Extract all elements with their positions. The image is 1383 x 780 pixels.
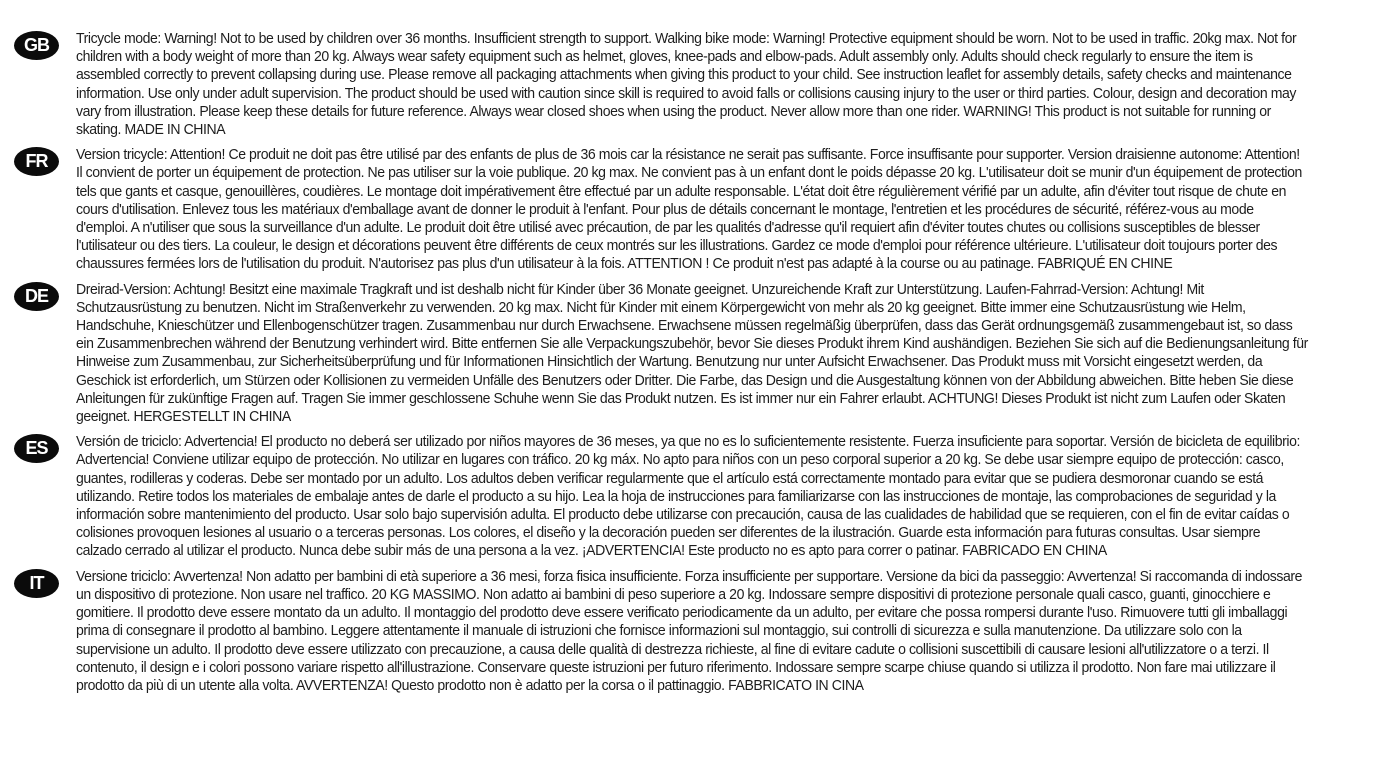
badge-column	[14, 433, 76, 463]
language-section-de	[14, 281, 1373, 427]
language-badge-it: IT	[14, 569, 59, 598]
language-section-gb	[14, 30, 1373, 139]
warning-text-de: Dreirad-Version: Achtung! Besitzt eine maximale Tragkraft und ist deshalb nicht für Kinder über 36 Monate geeignet. Unzureichende Kraft zur Unterstützung. Laufen-Fahrrad-Version: Achtung! Mit Schutzausrüstung zu benutzen. Nicht im Straßenverkehr zu verwenden. 20 kg max. Nicht für Kinder mit einem Körpergewicht von mehr als 20 kg geeignet. Bitte immer eine Schutzausrüstung wie Helm, Handschuhe, Knieschützer und Ellenbogenschützer tragen. Zusammenbau nur durch Erwachsene. Erwachsene müssen regelmäßig überprüfen, dass das Gerät ordnungsgemäß zusammengebaut ist, so dass ein Zusammenbrechen während der Benutzung verhindert wird. Bitte entfernen Sie alle Verpackungszubehör, bevor Sie dieses Produkt ihrem Kind aushändigen. Beziehen Sie sich auf die Bedienungsanleitung für Hinweise zum Zusammenbau, zur Sicherheitsüberprüfung und für Informationen Hinsichtlich der Wartung. Benutzung nur unter Aufsicht Erwachsener. Das Produkt muss mit Vorsicht eingesetzt werden, da Geschick ist erforderlich, um Stürzen oder Kollisionen zu vermeiden Unfälle des Benutzers oder Dritter. Die Farbe, das Design und die Ausgestaltung können von der Abbildung abweichen. Bitte heben Sie diese Anleitungen für zukünftige Fragen auf. Tragen Sie immer geschlossene Schuhe wenn Sie das Produkt nutzen. Es ist immer nur ein Fahrer erlaubt. ACHTUNG! Dieses Produkt ist nicht zum Laufen oder Skaten geeignet. HERGESTELLT IN CHINA	[76, 281, 1308, 426]
warning-text-fr: Version tricycle: Attention! Ce produit ne doit pas être utilisé par des enfants de plus de 36 mois car la résistance ne serait pas suffisante. Force insuffisante pour supporter. Version draisienne autonome: Attention! Il convient de porter un équipement de protection. Ne pas utiliser sur la voie publique. 20 kg max. Ne convient pas à un enfant dont le poids dépasse 20 kg. L'utilisateur doit se munir d'un équipement de protection tels que gants et casque, genouillères, coudières. Le montage doit impérativement être effectué par un adulte responsable. L'état doit être régulièrement vérifié par un adulte, afin d'éviter tout risque de chute en cours d'utilisation. Enlevez tous les matériaux d'emballage avant de donner le produit à l'enfant. Pour plus de détails concernant le montage, l'entretien et les procédures de sécurité, référez-vous au mode d'emploi. A n'utiliser que sous la surveillance d'un adulte. Le produit doit être utilisé avec précaution, de par les qualités d'adresse qu'il requiert afin d'éviter toutes chutes ou collisions susceptibles de blesser l'utilisateur ou des tiers. La couleur, le design et décorations peuvent être différents de ceux montrés sur les illustrations. Gardez ce mode d'emploi pour référence ultérieure. L'utilisateur doit toujours porter des chaussures fermées lors de l'utilisation du produit. N'autorisez pas plus d'un utilisateur à la fois. ATTENTION ! Ce produit n'est pas adapté à la course ou au patinage. FABRIQUÉ EN CHINE	[76, 147, 1302, 273]
language-badge-de: DE	[14, 282, 59, 311]
badge-column	[14, 146, 76, 176]
language-badge-gb: GB	[14, 31, 59, 60]
language-section-es	[14, 433, 1373, 560]
language-section-fr	[14, 146, 1373, 273]
warning-text-es: Versión de triciclo: Advertencia! El producto no deberá ser utilizado por niños mayores de 36 meses, ya que no es lo suficientemente resistente. Fuerza insuficiente para soportar. Versión de bicicleta de equilibrio: Advertencia! Conviene utilizar equipo de protección. No utilizar en lugares con tráfico. 20 kg máx. No apto para niños con un peso corporal superior a 20 kg. Se debe usar siempre equipo de protección: casco, guantes, rodilleras y coderas. Debe ser montado por un adulto. Los adultos deben verificar regularmente que el artículo está correctamente montado para evitar que se pudiera desmoronar cuando se está utilizando. Retire todos los materiales de embalaje antes de darle el producto a su hijo. Lea la hoja de instrucciones para familiarizarse con las instrucciones de montaje, las comprobaciones de seguridad y la información sobre mantenimiento del producto. Usar solo bajo supervisión adulta. El producto debe utilizarse con precaución, causa de las cualidades de habilidad que se requieren, con el fin de evitar caídas o colisiones provoquen lesiones al usuario o a terceras personas. Los colores, el diseño y la decoración pueden ser diferentes de la ilustración. Guarde esta información para futuras consultas. Usar siempre calzado cerrado al utilizar el producto. Nunca debe subir más de una persona a la vez. ¡ADVERTENCIA! Este producto no es apto para correr o patinar. FABRICADO EN CHINA	[76, 434, 1300, 560]
badge-column	[14, 568, 76, 598]
language-badge-fr: FR	[14, 147, 59, 176]
language-badge-es: ES	[14, 434, 59, 463]
warning-text-gb: Tricycle mode: Warning! Not to be used by children over 36 months. Insufficient strength to support. Walking bike mode: Warning! Protective equipment should be worn. Not to be used in traffic. 20kg max. Not for children with a body weight of more than 20 kg. Always wear safety equipment such as helmet, gloves, knee-pads and elbow-pads. Adult assembly only. Adults should check regularly to ensure the item is assembled correctly to prevent collapsing during use. Please remove all packaging attachments when giving this product to your child. See instruction leaflet for assembly details, safety checks and maintenance information. Use only under adult supervision. The product should be used with caution since skill is required to avoid falls or collisions causing injury to the user or third parties. Colour, design and decoration may vary from illustration. Please keep these details for future reference. Always wear closed shoes when using the product. Never allow more than one rider. WARNING! This product is not suitable for running or skating. MADE IN CHINA	[76, 31, 1297, 139]
badge-column	[14, 30, 76, 60]
language-section-it	[14, 568, 1373, 695]
badge-column	[14, 281, 76, 311]
warning-text-it: Versione triciclo: Avvertenza! Non adatto per bambini di età superiore a 36 mesi, forza fisica insufficiente. Forza insufficiente per supportare. Versione da bici da passeggio: Avvertenza! Si raccomanda di indossare un dispositivo di protezione. Non usare nel traffico. 20 KG MASSIMO. Non adatto ai bambini di peso superiore a 20 kg. Indossare sempre dispositivi di protezione personale quali casco, guanti, ginocchiere e gomitiere. Il prodotto deve essere montato da un adulto. Il montaggio del prodotto deve essere verificato periodicamente da un adulto, per evitare che possa rompersi durante l'uso. Rimuovere tutti gli imballaggi prima di consegnare il prodotto al bambino. Leggere attentamente il manuale di istruzioni che fornisce informazioni sul montaggio, sui controlli di sicurezza e sulla manutenzione. Da utilizzare solo con la supervisione un adulto. Il prodotto deve essere utilizzato con precauzione, a causa delle qualità di destrezza richieste, al fine di evitare cadute o collisioni suscettibili di causare lesioni all'utilizzatore o a terzi. Il contenuto, il design e i colori possono variare rispetto all'illustrazione. Conservare queste istruzioni per futuro riferimento. Indossare sempre scarpe chiuse quando si utilizza il prodotto. Non fare mai utilizzare il prodotto da più di un utente alla volta. AVVERTENZA! Questo prodotto non è adatto per la corsa o il pattinaggio. FABBRICATO IN CINA	[76, 568, 1303, 694]
